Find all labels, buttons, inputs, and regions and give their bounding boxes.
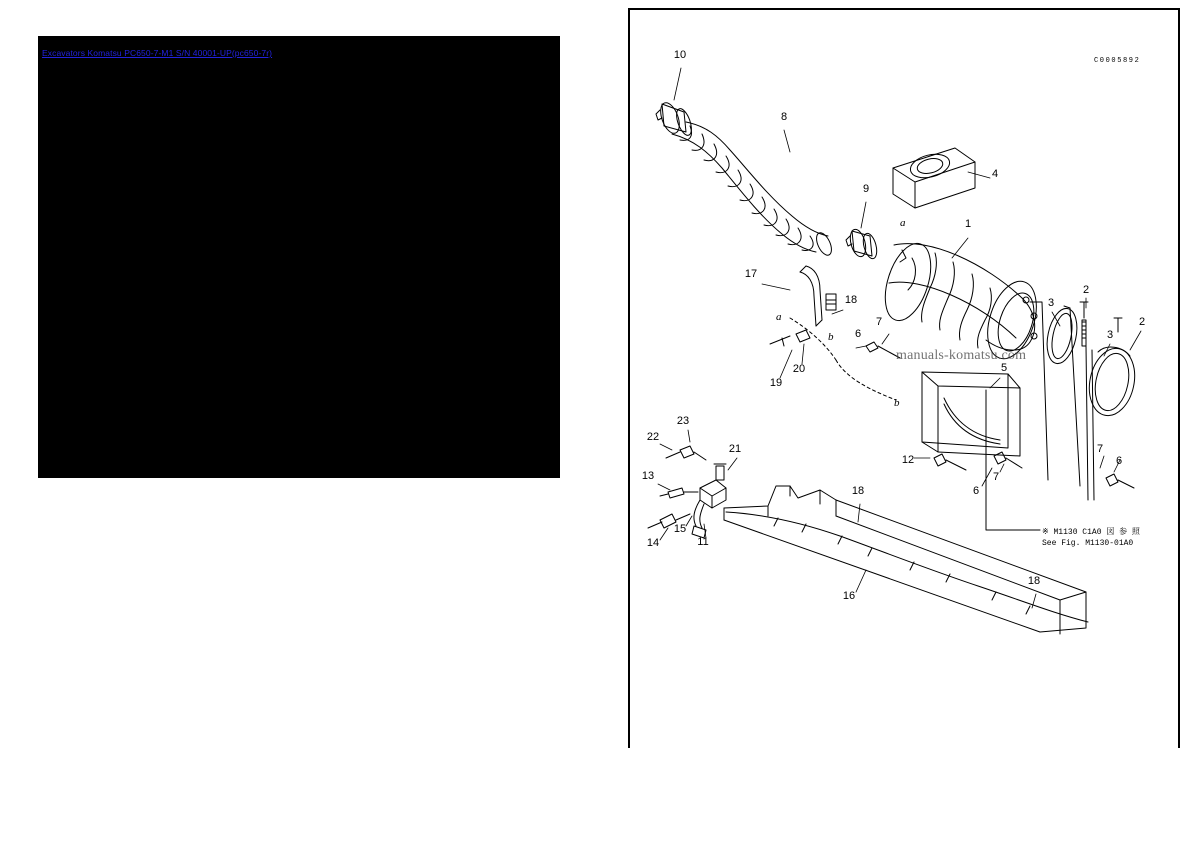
part-17-18-strap: [770, 266, 836, 346]
part-number-label: 3: [1047, 297, 1055, 309]
part-number-label: 4: [991, 168, 999, 180]
part-number-label: 20: [792, 363, 806, 375]
part-number-label: 6: [972, 485, 980, 497]
part-number-label: 7: [875, 316, 883, 328]
part-8-hose: [672, 122, 835, 257]
part-number-label: 7: [1096, 443, 1104, 455]
drawing-code: C0005892: [1094, 57, 1141, 65]
part-number-label: 16: [842, 590, 856, 602]
part-number-label: 23: [676, 415, 690, 427]
part-number-label: 15: [673, 523, 687, 535]
part-18-hose-line: [726, 512, 1088, 622]
part-number-labels: [642, 49, 1145, 602]
part-number-label: 2: [1138, 316, 1146, 328]
part-number-label: 21: [728, 443, 742, 455]
reference-note-jp: ※ M1130 C1A0 図 参 照: [1042, 528, 1140, 537]
part-number-label: 5: [1000, 362, 1008, 374]
exploded-parts-diagram: [628, 8, 1180, 748]
letter-ref-a-2: a: [776, 311, 782, 323]
part-number-label: 2: [1082, 284, 1090, 296]
part-number-label: 18: [844, 294, 858, 306]
part-number-label: 7: [992, 471, 1000, 483]
parts-drawing-panel: [628, 8, 1180, 748]
part-number-label: 14: [646, 537, 660, 549]
part-number-label: 19: [769, 377, 783, 389]
part-number-label: 22: [646, 431, 660, 443]
part-number-label: 11: [697, 536, 709, 548]
part-4-bracket: [893, 148, 975, 208]
part-number-label: 1: [964, 218, 972, 230]
part-number-label: 6: [854, 328, 862, 340]
part-number-label: 18: [1027, 575, 1041, 587]
letter-ref-a-1: a: [900, 217, 906, 229]
left-image-panel: [38, 36, 560, 478]
letter-ref-b-2: b: [894, 397, 900, 409]
part-12-bolt: [934, 454, 966, 470]
part-10-clamp: [656, 100, 694, 137]
part-number-label: 6: [1115, 455, 1123, 467]
frame-bottom-mask: [630, 746, 1178, 751]
part-number-label: 13: [641, 470, 655, 482]
part-number-label: 12: [901, 454, 915, 466]
watermark-text: manuals-komatsu.com: [896, 348, 1027, 363]
part-number-label: 17: [744, 268, 758, 280]
part-1-air-cleaner: [877, 238, 1046, 365]
part-number-label: 3: [1106, 329, 1114, 341]
part-2-bolt-a: [1080, 302, 1088, 346]
part-number-label: 10: [673, 49, 687, 61]
part-number-label: 18: [851, 485, 865, 497]
part-2-bolt-b: [1114, 318, 1122, 332]
part-5-bracket-plate: [922, 372, 1020, 456]
catalog-link[interactable]: Excavators Komatsu PC650-7-M1 S/N 40001-UP(pc650-7r): [42, 48, 273, 58]
part-9-clamp: [846, 228, 879, 260]
part-number-label: 8: [780, 111, 788, 123]
letter-ref-b-1: b: [828, 331, 834, 343]
part-3-ring-a: [1042, 306, 1081, 367]
reference-note-en: See Fig. M1130-01A0: [1042, 539, 1134, 548]
part-number-label: 9: [862, 183, 870, 195]
